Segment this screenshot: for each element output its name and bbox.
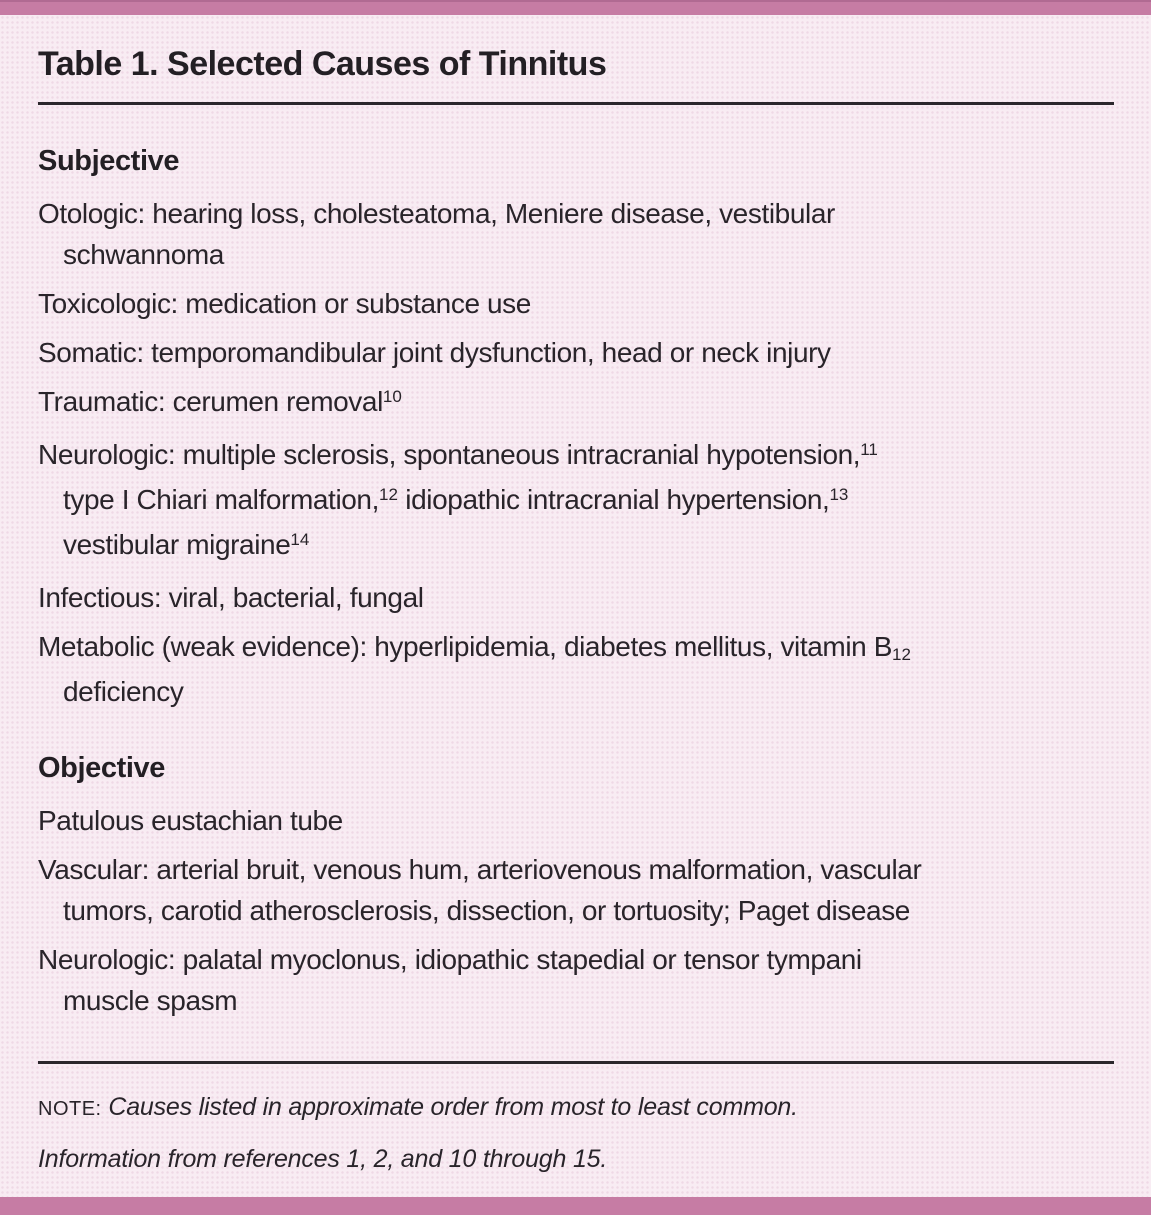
section-heading: Objective bbox=[38, 752, 165, 784]
reference-superscript: 14 bbox=[290, 529, 310, 549]
cause-item bbox=[38, 626, 1094, 712]
cause-text: Vascular: arterial bruit, venous hum, arteriovenous malformation, vascular bbox=[38, 854, 922, 885]
footer-divider-rule bbox=[38, 1061, 1114, 1064]
cause-text: Neurologic: palatal myoclonus, idiopathic stapedial or tensor tympani bbox=[38, 944, 862, 975]
source-line: Information from references 1, 2, and 10 through 15. bbox=[38, 1145, 608, 1173]
reference-superscript: 13 bbox=[829, 484, 849, 504]
cause-text: vestibular migraine bbox=[63, 529, 291, 560]
cause-text: muscle spasm bbox=[63, 985, 238, 1016]
reference-superscript: 11 bbox=[860, 439, 878, 459]
cause-line bbox=[38, 849, 1094, 890]
cause-line bbox=[38, 332, 1094, 373]
note-label: NOTE: bbox=[38, 1098, 102, 1120]
cause-text: Somatic: temporomandibular joint dysfunction, head or neck injury bbox=[38, 337, 831, 368]
cause-line bbox=[38, 577, 1094, 618]
cause-item bbox=[38, 332, 1094, 373]
cause-text: Infectious: viral, bacterial, fungal bbox=[38, 582, 424, 613]
cause-item bbox=[38, 577, 1094, 618]
chemical-subscript: 12 bbox=[892, 645, 911, 665]
note-line bbox=[38, 1090, 1094, 1126]
cause-text: Metabolic (weak evidence): hyperlipidemia, diabetes mellitus, vitamin B bbox=[38, 631, 892, 662]
cause-text: Toxicologic: medication or substance use bbox=[38, 288, 531, 319]
title-divider-rule bbox=[38, 102, 1114, 105]
cause-line bbox=[38, 193, 1094, 234]
cause-line-continuation bbox=[38, 890, 1094, 931]
top-accent-bar bbox=[0, 0, 1151, 15]
cause-text: idiopathic intracranial hypertension, bbox=[397, 484, 830, 515]
section-heading: Subjective bbox=[38, 145, 180, 177]
cause-text: Traumatic: cerumen removal bbox=[38, 386, 383, 417]
cause-line-continuation bbox=[38, 524, 1094, 569]
footnotes bbox=[38, 1090, 1094, 1176]
cause-text: Neurologic: multiple sclerosis, spontaneous intracranial hypotension, bbox=[38, 439, 861, 470]
reference-superscript: 12 bbox=[379, 484, 398, 504]
sections bbox=[38, 143, 1094, 1021]
cause-line-continuation bbox=[38, 671, 1094, 712]
cause-item bbox=[38, 849, 1094, 931]
cause-item bbox=[38, 381, 1094, 426]
cause-text: tumors, carotid atherosclerosis, dissection, or tortuosity; Paget disease bbox=[63, 895, 910, 926]
cause-text: Otologic: hearing loss, cholesteatoma, Meniere disease, vestibular bbox=[38, 198, 835, 229]
cause-line bbox=[38, 800, 1094, 841]
cause-line-continuation bbox=[38, 479, 1094, 524]
cause-text: Patulous eustachian tube bbox=[38, 805, 343, 836]
cause-item bbox=[38, 193, 1094, 275]
cause-line bbox=[38, 939, 1094, 980]
cause-line bbox=[38, 381, 1094, 426]
cause-line bbox=[38, 283, 1094, 324]
cause-item bbox=[38, 800, 1094, 841]
bottom-accent-bar bbox=[0, 1197, 1151, 1215]
reference-superscript: 10 bbox=[382, 386, 402, 406]
cause-line bbox=[38, 434, 1094, 479]
cause-line-continuation bbox=[38, 234, 1094, 275]
cause-line-continuation bbox=[38, 980, 1094, 1021]
cause-text: deficiency bbox=[63, 676, 184, 707]
cause-item bbox=[38, 434, 1094, 569]
cause-item bbox=[38, 283, 1094, 324]
cause-item bbox=[38, 939, 1094, 1021]
table-title: Table 1. Selected Causes of Tinnitus bbox=[38, 45, 607, 83]
cause-text: schwannoma bbox=[63, 239, 224, 270]
cause-text: type I Chiari malformation, bbox=[63, 484, 379, 515]
cause-line bbox=[38, 626, 1094, 671]
note-text: Causes listed in approximate order from most to least common. bbox=[101, 1093, 798, 1121]
